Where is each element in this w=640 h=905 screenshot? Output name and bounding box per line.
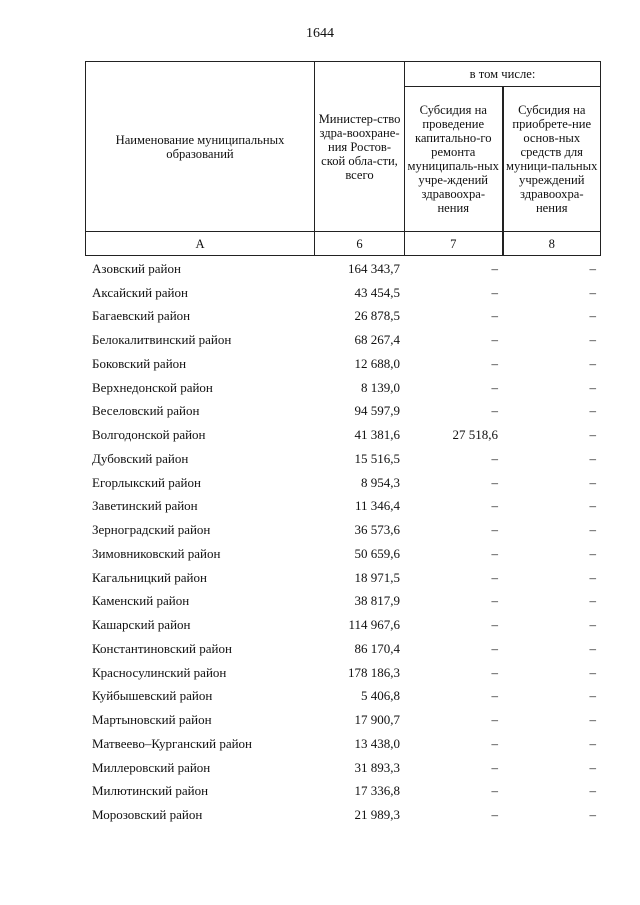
equipment-value: – xyxy=(589,522,596,538)
municipality-name: Заветинский район xyxy=(92,498,198,514)
total-value: 5 406,8 xyxy=(361,688,400,704)
header-equipment-column: Субсидия на приобрете-ние основ-ных средств для муници-пальных учреждений здравоохра-нения xyxy=(503,87,601,232)
total-value: 31 893,3 xyxy=(354,759,400,775)
total-value: 17 336,8 xyxy=(354,783,400,799)
table-row xyxy=(85,518,600,542)
capital-repair-value: – xyxy=(491,498,498,514)
capital-repair-value: – xyxy=(491,617,498,633)
equipment-value: – xyxy=(589,712,596,728)
total-value: 36 573,6 xyxy=(354,522,400,538)
capital-repair-value: – xyxy=(491,450,498,466)
capital-repair-value: – xyxy=(491,640,498,656)
total-value: 8 139,0 xyxy=(361,379,400,395)
capital-repair-value: – xyxy=(491,664,498,680)
equipment-value: – xyxy=(589,735,596,751)
equipment-value: – xyxy=(589,450,596,466)
total-value: 50 659,6 xyxy=(354,545,400,561)
municipality-name: Миллеровский район xyxy=(92,759,211,775)
total-value: 15 516,5 xyxy=(354,450,400,466)
table-row xyxy=(85,352,600,376)
header-index-a: А xyxy=(86,232,315,256)
capital-repair-value: – xyxy=(491,522,498,538)
municipality-name: Верхнедонской район xyxy=(92,379,213,395)
table-row xyxy=(85,803,600,827)
capital-repair-value: – xyxy=(491,712,498,728)
capital-repair-value: – xyxy=(491,545,498,561)
total-value: 178 186,3 xyxy=(348,664,400,680)
municipality-name: Каменский район xyxy=(92,593,190,609)
total-value: 17 900,7 xyxy=(354,712,400,728)
total-value: 68 267,4 xyxy=(354,332,400,348)
table-row xyxy=(85,542,600,566)
table-row xyxy=(85,495,600,519)
municipality-name: Милютинский район xyxy=(92,783,209,799)
total-value: 164 343,7 xyxy=(348,260,400,276)
equipment-value: – xyxy=(589,332,596,348)
municipality-name: Зерноградский район xyxy=(92,522,211,538)
equipment-value: – xyxy=(589,427,596,443)
equipment-value: – xyxy=(589,474,596,490)
header-total-column: Министер-ство здра-воохране-ния Ростов-ской обла-сти, всего xyxy=(315,62,405,232)
total-value: 21 989,3 xyxy=(354,807,400,823)
data-table xyxy=(85,257,600,827)
total-value: 114 967,6 xyxy=(348,617,400,633)
municipality-name: Багаевский район xyxy=(92,308,191,324)
table-row xyxy=(85,685,600,709)
equipment-value: – xyxy=(589,403,596,419)
table-row xyxy=(85,257,600,281)
total-value: 18 971,5 xyxy=(354,569,400,585)
table-header xyxy=(85,61,601,256)
municipality-name: Кашарский район xyxy=(92,617,191,633)
table-row xyxy=(85,400,600,424)
table-row xyxy=(85,376,600,400)
table-row xyxy=(85,756,600,780)
municipality-name: Аксайский район xyxy=(92,284,188,300)
table-row xyxy=(85,566,600,590)
municipality-name: Мартыновский район xyxy=(92,712,212,728)
capital-repair-value: – xyxy=(491,260,498,276)
table-row xyxy=(85,281,600,305)
equipment-value: – xyxy=(589,593,596,609)
table-row xyxy=(85,708,600,732)
table-row xyxy=(85,328,600,352)
table-row xyxy=(85,471,600,495)
equipment-value: – xyxy=(589,498,596,514)
capital-repair-value: – xyxy=(491,593,498,609)
total-value: 86 170,4 xyxy=(354,640,400,656)
table-row xyxy=(85,780,600,804)
total-value: 94 597,9 xyxy=(354,403,400,419)
equipment-value: – xyxy=(589,308,596,324)
capital-repair-value: – xyxy=(491,688,498,704)
header-capital-repair-column: Субсидия на проведение капитально-го ремонта муниципаль-ных учре-ждений здравоохра-нения xyxy=(405,87,503,232)
municipality-name: Егорлыкский район xyxy=(92,474,201,490)
municipality-name: Волгодонской район xyxy=(92,427,206,443)
total-value: 8 954,3 xyxy=(361,474,400,490)
header-index-6: 6 xyxy=(315,232,405,256)
municipality-name: Зимовниковский район xyxy=(92,545,221,561)
equipment-value: – xyxy=(589,783,596,799)
equipment-value: – xyxy=(589,545,596,561)
municipality-name: Белокалитвинский район xyxy=(92,332,232,348)
municipality-name: Дубовский район xyxy=(92,450,189,466)
capital-repair-value: – xyxy=(491,569,498,585)
municipality-name: Матвеево–Курганский район xyxy=(92,735,253,751)
table-row xyxy=(85,447,600,471)
total-value: 38 817,9 xyxy=(354,593,400,609)
capital-repair-value: – xyxy=(491,783,498,799)
municipality-name: Красносулинский район xyxy=(92,664,227,680)
header-including: в том числе: xyxy=(405,62,601,87)
capital-repair-value: – xyxy=(491,735,498,751)
total-value: 13 438,0 xyxy=(354,735,400,751)
equipment-value: – xyxy=(589,379,596,395)
equipment-value: – xyxy=(589,664,596,680)
capital-repair-value: 27 518,6 xyxy=(452,427,498,443)
equipment-value: – xyxy=(589,260,596,276)
equipment-value: – xyxy=(589,640,596,656)
municipality-name: Боковский район xyxy=(92,355,187,371)
equipment-value: – xyxy=(589,617,596,633)
capital-repair-value: – xyxy=(491,807,498,823)
table-row xyxy=(85,661,600,685)
equipment-value: – xyxy=(589,759,596,775)
total-value: 43 454,5 xyxy=(354,284,400,300)
header-index-8: 8 xyxy=(503,232,601,256)
capital-repair-value: – xyxy=(491,332,498,348)
table-row xyxy=(85,423,600,447)
equipment-value: – xyxy=(589,807,596,823)
capital-repair-value: – xyxy=(491,759,498,775)
capital-repair-value: – xyxy=(491,474,498,490)
equipment-value: – xyxy=(589,569,596,585)
municipality-name: Веселовский район xyxy=(92,403,200,419)
table-row xyxy=(85,305,600,329)
municipality-name: Кагальницкий район xyxy=(92,569,207,585)
equipment-value: – xyxy=(589,284,596,300)
capital-repair-value: – xyxy=(491,355,498,371)
page-number: 1644 xyxy=(306,26,334,41)
municipality-name: Константиновский район xyxy=(92,640,232,656)
equipment-value: – xyxy=(589,688,596,704)
total-value: 41 381,6 xyxy=(354,427,400,443)
header-index-7: 7 xyxy=(405,232,503,256)
equipment-value: – xyxy=(589,355,596,371)
total-value: 11 346,4 xyxy=(354,498,400,514)
municipality-name: Куйбышевский район xyxy=(92,688,213,704)
total-value: 26 878,5 xyxy=(354,308,400,324)
capital-repair-value: – xyxy=(491,308,498,324)
table-row xyxy=(85,732,600,756)
header-name-column: Наименование муниципальных образований xyxy=(86,62,315,232)
total-value: 12 688,0 xyxy=(354,355,400,371)
capital-repair-value: – xyxy=(491,403,498,419)
capital-repair-value: – xyxy=(491,379,498,395)
table-row xyxy=(85,590,600,614)
table-row xyxy=(85,613,600,637)
municipality-name: Морозовский район xyxy=(92,807,203,823)
capital-repair-value: – xyxy=(491,284,498,300)
table-row xyxy=(85,637,600,661)
municipality-name: Азовский район xyxy=(92,260,181,276)
